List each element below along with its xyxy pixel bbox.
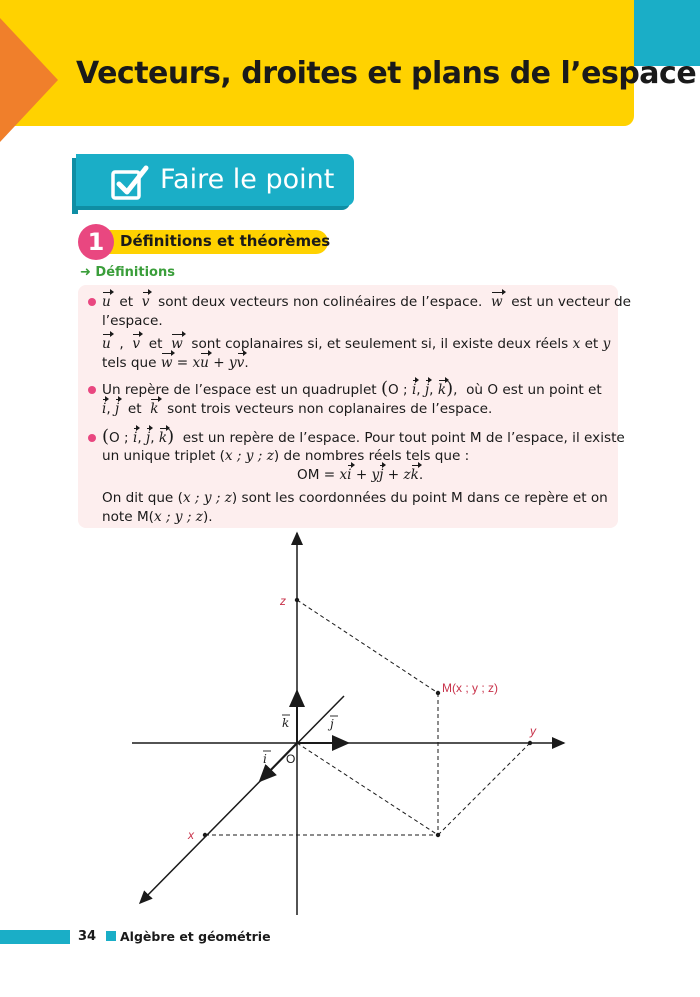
def1-line3: u , v et w sont coplanaires si, et seulement si, il existe deux réels x et y [102, 336, 611, 352]
bullet-3 [88, 434, 96, 442]
bullet-1 [88, 298, 96, 306]
point-y [528, 741, 532, 745]
page-number: 34 [78, 929, 97, 944]
def3-line4: On dit que (x ; y ; z) sont les coordonnées du point M dans ce repère et on [102, 490, 608, 506]
def3-equation: OM = xi + yj + zk. [297, 467, 424, 483]
badge-title: Faire le point [160, 164, 335, 195]
def2-line2: i, j et k sont trois vecteurs non coplanaires de l’espace. [102, 401, 493, 417]
footer-label: Algèbre et géométrie [120, 929, 271, 944]
section-number: 1 [78, 224, 114, 260]
dash-O-to-P [297, 743, 438, 835]
coordinate-diagram [120, 525, 580, 915]
label-y: y [530, 724, 536, 738]
header-orange-triangle [0, 18, 58, 142]
subsection-title: ➜ Définitions [80, 265, 175, 280]
x-axis [140, 696, 344, 903]
dash-y-to-P [438, 743, 530, 835]
label-M: M(x ; y ; z) [442, 681, 498, 695]
point-x [203, 833, 207, 837]
section-title: Définitions et théorèmes [120, 232, 331, 250]
def3-line5: note M(x ; y ; z). [102, 509, 213, 525]
label-z: z [280, 594, 286, 608]
def1-line2: l’espace. [102, 313, 163, 329]
def2-line1: Un repère de l’espace est un quadruplet (O ; i, j, k), où O est un point et [102, 378, 602, 399]
def1-line1: u et v sont deux vecteurs non colinéaires de l’espace. w est un vecteur de [102, 294, 631, 310]
label-i: i [263, 752, 267, 766]
label-j: j [330, 717, 334, 731]
dash-z-to-M [297, 600, 438, 693]
footer-bar [0, 930, 70, 944]
point-z [295, 598, 299, 602]
bullet-2 [88, 386, 96, 394]
label-O: O [286, 752, 296, 766]
point-P [436, 833, 440, 837]
def1-line4: tels que w = xu + yv. [102, 355, 249, 371]
def3-line1: (O ; i, j, k) est un repère de l’espace. Pour tout point M de l’espace, il existe [102, 426, 625, 447]
label-k: k [282, 716, 290, 730]
def3-line2: un unique triplet (x ; y ; z) de nombres réels tels que : [102, 448, 470, 464]
chapter-title: Vecteurs, droites et plans de l’espace [76, 56, 697, 91]
checkbox-check-icon [110, 164, 150, 204]
footer-square [106, 931, 116, 941]
point-M [436, 691, 440, 695]
label-x: x [188, 828, 194, 842]
